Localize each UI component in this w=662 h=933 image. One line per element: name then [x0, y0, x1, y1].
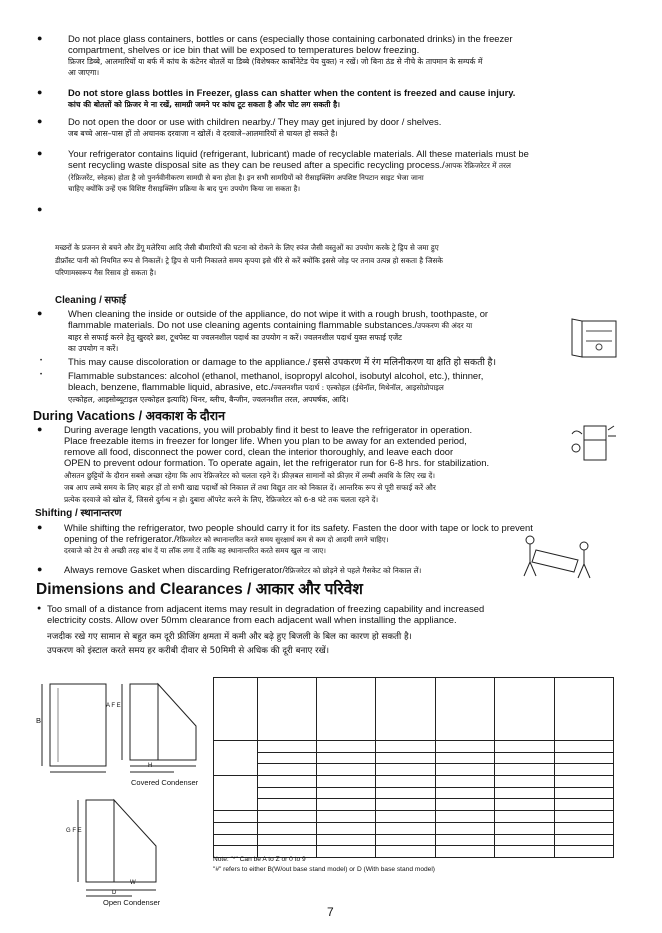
- table-row: [214, 764, 614, 776]
- covered-condenser-figure: [36, 676, 216, 780]
- table-row: [214, 822, 614, 834]
- para-discoloration: This may cause discoloration or damage to the appliance./ इससे उपकरण में रंग मलिनीकरण या क्षति हो सकती है।: [68, 356, 497, 367]
- table-row: [214, 799, 614, 811]
- table-row: [214, 678, 614, 741]
- para-recycling-hi: (रेफ्रिजरेंट, स्नेहक) होता है जो पुनर्नवीनीकरण सामग्री से बना होता है। इन सभी सामग्रियों को रीसाइक्लिंग अपशिष्ट निपटान साइट भेजा जाना चाहिए क्योंकि उन्हें एक विशिष्ट रीसाइक्लिंग प्रक्रिया के बाद पुनः उपयोग किया जा सकता है।: [68, 173, 424, 193]
- dim-label-b: B: [36, 716, 42, 725]
- bullet-dot: •: [40, 372, 43, 378]
- bullet-dot: ●: [37, 87, 43, 97]
- table-note-1: Note: "*" Can be A to Z or 0 to 9: [213, 856, 306, 863]
- para-flammable-hi: एल्कोहल, आइसोब्यूटाइल एल्कोहल इत्यादि) थिनर, ब्लीच, बैन्जीन, ज्वलनशील तरल, अपघर्षक, आदि।: [68, 395, 349, 404]
- para-children-en: Do not open the door or use with children nearby./ They may get injured by door / shelves.: [68, 116, 442, 127]
- bullet-dot: ●: [37, 564, 43, 574]
- bullet-dot: ●: [37, 33, 43, 43]
- para-glass-bottles-en: Do not store glass bottles in Freezer, glass can shatter when the content is freezed and cause injury.: [68, 87, 516, 98]
- shifting-illustration: [520, 532, 596, 580]
- covered-condenser-label: Covered Condenser: [131, 778, 199, 787]
- cleaning-heading: Cleaning / सफाई: [55, 295, 127, 306]
- bullet-dot: ●: [37, 424, 43, 434]
- dim-label-gfe: G F E: [66, 828, 82, 834]
- para-glass-containers-en: Do not place glass containers, bottles or cans (especially those containing carbonated drinks) in the freezer compartment, shelves or ice bin that will be exposed to temperatures below freezing.: [68, 33, 513, 55]
- para-flammable: Flammable substances: alcohol (ethanol, methanol, isopropyl alcohol, isobutyl alcohol, etc.), thinner, bleach, benzene, flammable liquid, abrasive, etc./ज्वलनशील पदार्थ : एल्कोहल (ईथेनॉल, मिथेनॉल, आइसोप्रोपाइल: [68, 370, 484, 392]
- table-row: [214, 787, 614, 799]
- bullet-dot: ●: [37, 308, 43, 318]
- para-recycling-en: Your refrigerator contains liquid (refrigerant, lubricant) made of recyclable materials. All these materials must be sent recycling waste disposal site as they can be reused after a specific recycling process./आपक रेफ्रिजरेटर में तरल: [68, 148, 529, 170]
- dim-label-h: H: [148, 763, 153, 769]
- para-cleaning-hi: बाहर से सफाई करने हेतु खुरदरे ब्रश, टूथपेस्ट या ज्वलनशील पदार्थ का उपयोग न करें। ज्वलनशील पदार्थ युक्त सफाई एजेंट का उपयोग न करें।: [68, 333, 402, 353]
- para-gasket: Always remove Gasket when discarding Refrigerator/रेफ्रिजरेटर को छोड़ने से पहले गैसकेट को निकाल लें।: [64, 564, 422, 575]
- open-condenser-label: Open Condenser: [103, 898, 161, 907]
- vacation-heading: During Vacations / अवकाश के दौरान: [33, 409, 226, 423]
- bullet-dot: ●: [37, 605, 42, 612]
- open-condenser-figure: [60, 794, 220, 902]
- para-glass-bottles-hi: कांच की बोतलों को फ्रिजर मे ना रखें, सामग्री जमने पर कांच टूट सकता है और चोट लग सकती है।: [68, 100, 341, 109]
- bullet-dot: ●: [37, 148, 43, 158]
- para-glass-containers-hi: फ्रिजर डिब्बे, आलमारियों या बर्फ में कांच के कंटेनर बोतलें या डिब्बे (विशेषकर कार्बोनेटेड पेय युक्त) न रखें। जो बिना ठंड से नीचे के तापमान के सम्पर्क में आ जाएगा।: [68, 57, 483, 77]
- table-row: [214, 834, 614, 846]
- para-dimensions-hi: नजदीक रखे गए सामान से बहुत कम दूरी फ्रीजिंग क्षमता में कमी और बढ़े हुए बिजली के बिल का कारण हो सकती है। उपकरण को इंस्टाल करते समय हर करीबी दीवार से 50मिमी से अधिक की दूरी बनाए रखें।: [47, 632, 412, 656]
- table-row: [214, 776, 614, 788]
- para-mosquito-hi: मच्छरों के प्रजनन से बचने और डेंगू मलेरिया आदि जैसी बीमारियों की घटना को रोकने के लिए स्पंज जैसी वस्तुओं का उपयोग करके ट्रे ड्रिप से जमा हुए डीफ्रॉस्ट पानी को नियमित रूप से निकालें। ट्रे ड्रिप से पानी निकालते समय कृपया इसे धीरे से करें क्योंकि इससे जोड़ पर तनाव उत्पन्न हो सकता है जिसके परिणामस्वरूप गैस रिसाव हो सकता है।: [55, 243, 443, 277]
- vacation-illustration: [566, 420, 618, 464]
- open-fridge-illustration: [568, 317, 624, 359]
- dimensions-heading: Dimensions and Clearances / आकार और परिवेश: [36, 581, 363, 598]
- para-vacation-en: During average length vacations, you will probably find it best to leave the refrigerator in operation. Place freezable items in freezer for longer life. When you plan to be away for an extended period, remove all food, disconnect the power cord, clean the interior thoroughly, and leave each door OPEN to prevent odour formation. To operate again, let the refrigerator run for 6-8 hrs. for stabilization.: [64, 424, 490, 468]
- para-children-hi: जब बच्चे आस–पास हों तो अचानक दरवाजा न खोलें। वे दरवाजे–आलमारियों से घायल हो सकते है।: [68, 129, 338, 138]
- table-row: [214, 811, 614, 823]
- bullet-dot: ●: [37, 116, 43, 126]
- bullet-dot: ●: [37, 204, 43, 214]
- dimensions-table: [213, 677, 614, 858]
- table-note-2: "#" refers to either B(W/out base stand model) or D (With base stand model): [213, 866, 436, 873]
- para-vacation-hi: औसतन छुट्टियों के दौरान सबसे अच्छा रहेगा कि आप रेफ्रिजरेटर को चलता रहने दें। फ्रीज़बल सामानों को फ्रीज़र में लम्बी अवधि के लिए रख दें। जब आप लम्बे समय के लिए बाहर हों तो सभी खाद्य पदार्थों को निकाल लें तथा विद्युत तार को निकाल दें। आन्तरिक रूप से पूरी सफाई करें और प्रत्येक दरवाजे को खोल दें, जिससे दुर्गन्ध न हो। दुबारा ऑपरेट करने के लिए, रेफ्रिजरेटर को 6-8 घंटे तक चलता रहने दें।: [64, 471, 436, 504]
- dim-label-d: D: [112, 890, 117, 896]
- para-shifting-en: While shifting the refrigerator, two people should carry it for its safety. Fasten the door with tape or lock to prevent opening of the refrigerator./रेफ्रिजरेटर को स्थानान्तरित करते समय सुरक्षार्थ कम से कम दो आदमी लगने चाहिए।: [64, 522, 533, 544]
- dim-label-w: W: [130, 880, 136, 886]
- para-dimensions-en: Too small of a distance from adjacent items may result in degradation of freezing capability and increased electricity costs. Allow over 50mm clearance from each adjacent wall when installing the appliance.: [47, 603, 485, 625]
- para-cleaning-en: When cleaning the inside or outside of the appliance, do not wipe it with a rough brush, toothpaste, or flammable materials. Do not use cleaning agents containing flammable substances./उपकरण की अंदर या: [68, 308, 489, 330]
- dim-label-afe: A F E: [106, 703, 121, 709]
- para-shifting-hi: दरवाजे को टेप से अच्छी तरह बांध दें या लॉक लगा दें ताकि वह स्थानान्तरित करते समय खुल ना जाए।: [64, 546, 326, 555]
- shifting-heading: Shifting / स्थानान्तरण: [35, 508, 122, 519]
- bullet-dot: ●: [37, 522, 43, 532]
- table-row: [214, 741, 614, 753]
- table-row: [214, 752, 614, 764]
- page-number: 7: [327, 905, 334, 919]
- bullet-dot: •: [40, 358, 43, 364]
